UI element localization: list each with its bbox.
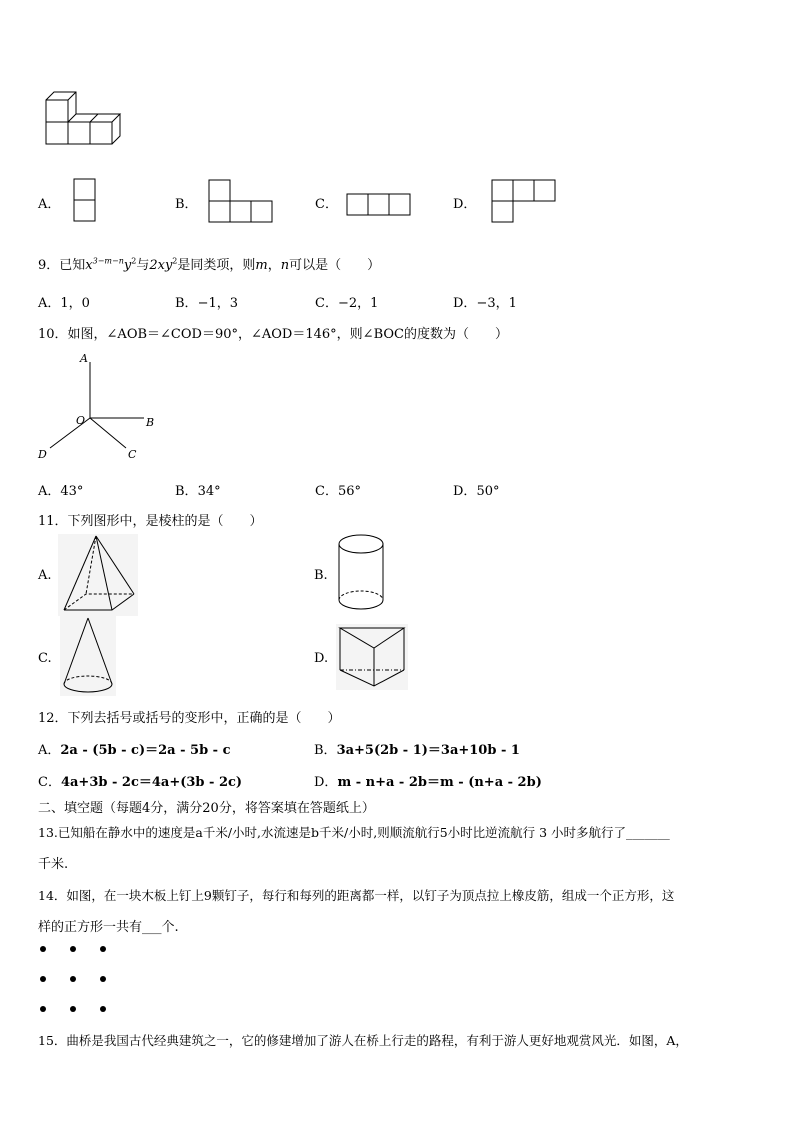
q8-option-a-view — [73, 178, 97, 224]
q8-option-a-label: A． — [38, 197, 61, 212]
nail-dot — [100, 976, 106, 982]
q14-nail-grid — [40, 946, 112, 1012]
q9-option-c: C．−2，1 — [315, 296, 379, 311]
section-2-heading: 二、填空题（每题4分，满分20分，将答案填在答题纸上） — [38, 801, 375, 816]
q8-option-d-view — [491, 179, 561, 225]
q8-option-b-view — [208, 179, 278, 225]
question-13-line-2: 千米. — [38, 857, 69, 872]
q9-post: 是同类项，则 — [177, 258, 256, 273]
question-9: 9．已知$x^{3-m-n}y^2$与$2xy^2$是同类项，则m，n可以是（ ） — [38, 256, 381, 273]
q10-label-d: D — [38, 448, 47, 461]
nail-dot — [100, 946, 106, 952]
q11-option-c-cone — [60, 616, 116, 696]
q11-option-d-prism — [336, 624, 408, 690]
question-15-line-1: 15．曲桥是我国古代经典建筑之一，它的修建增加了游人在桥上行走的路程，有利于游人更好地观赏风光．如图，A， — [38, 1033, 688, 1048]
q12-option-b: B．3a+5(2b - 1)＝3a+10b - 1 — [314, 743, 520, 758]
q12-option-d: D．m - n+a - 2b＝m - (n+a - 2b) — [314, 775, 542, 790]
q9-option-b: B．−1，3 — [175, 296, 238, 311]
q10-option-a: A．43° — [38, 484, 84, 499]
q9-m: m — [255, 258, 268, 273]
q8-solid-figure — [42, 88, 132, 150]
nail-dot — [40, 976, 46, 982]
q10-option-d: D．50° — [453, 484, 500, 499]
q11-option-a-pyramid — [58, 534, 138, 616]
q9-sq2: 2 — [172, 256, 178, 266]
question-12: 12．下列去括号或括号的变形中，正确的是（ ） — [38, 711, 341, 726]
question-11: 11．下列图形中，是棱柱的是（ ） — [38, 514, 263, 529]
q9-comma: ， — [267, 258, 281, 273]
q8-option-c-label: C． — [315, 197, 338, 212]
q11-option-d-label: D. — [314, 651, 329, 666]
q10-option-b: B．34° — [175, 484, 221, 499]
q9-term2: 2xy — [149, 258, 173, 273]
nail-dot — [70, 946, 76, 952]
q11-option-b-label: B. — [314, 568, 328, 583]
nail-dot — [70, 976, 76, 982]
q8-option-d-label: D． — [453, 197, 477, 212]
q10-label-o: O — [76, 414, 86, 427]
nail-dot — [100, 1006, 106, 1012]
q12-option-a: A．2a - (5b - c)＝2a - 5b - c — [38, 743, 231, 758]
q9-option-a: A．1，0 — [38, 296, 90, 311]
q9-exponent: 3−m−n — [92, 256, 124, 266]
q8-option-b-label: B． — [175, 197, 198, 212]
question-14-line-2: 样的正方形一共有___个. — [38, 920, 179, 935]
q9-option-d: D．−3，1 — [453, 296, 517, 311]
q10-angle-figure — [36, 352, 166, 462]
q9-number: 9． — [38, 258, 60, 273]
q11-option-a-label: A. — [38, 568, 52, 583]
q9-and: 与 — [136, 258, 150, 273]
q10-label-b: B — [146, 416, 155, 429]
q9-sq: 2 — [131, 256, 137, 266]
q9-y: y — [123, 258, 132, 273]
q9-tail: 可以是（ ） — [289, 258, 381, 273]
question-14-line-1: 14．如图，在一块木板上钉上9颗钉子，每行和每列的距离都一样，以钉子为顶点拉上橡皮筋，组成一个正方形，这 — [38, 888, 675, 903]
q9-pre: 已知 — [59, 258, 86, 273]
question-10: 10．如图，∠AOB＝∠COD＝90°，∠AOD＝146°，则∠BOC的度数为（ ） — [38, 327, 508, 342]
nail-dot — [40, 946, 46, 952]
question-13-line-1: 13.已知船在静水中的速度是a千米/小时,水流速是b千米/小时,则顺流航行5小时比逆流航行 3 小时多航行了_______ — [38, 825, 670, 840]
q10-label-c: C — [128, 448, 137, 461]
q11-option-b-cylinder — [336, 532, 388, 614]
q11-option-c-label: C. — [38, 651, 52, 666]
q10-label-a: A — [80, 352, 88, 365]
q12-option-c: C．4a+3b - 2c＝4a+(3b - 2c) — [38, 775, 243, 790]
q10-option-c: C．56° — [315, 484, 361, 499]
nail-dot — [40, 1006, 46, 1012]
nail-dot — [70, 1006, 76, 1012]
q8-option-c-view — [346, 193, 416, 219]
q9-n: n — [280, 258, 290, 273]
